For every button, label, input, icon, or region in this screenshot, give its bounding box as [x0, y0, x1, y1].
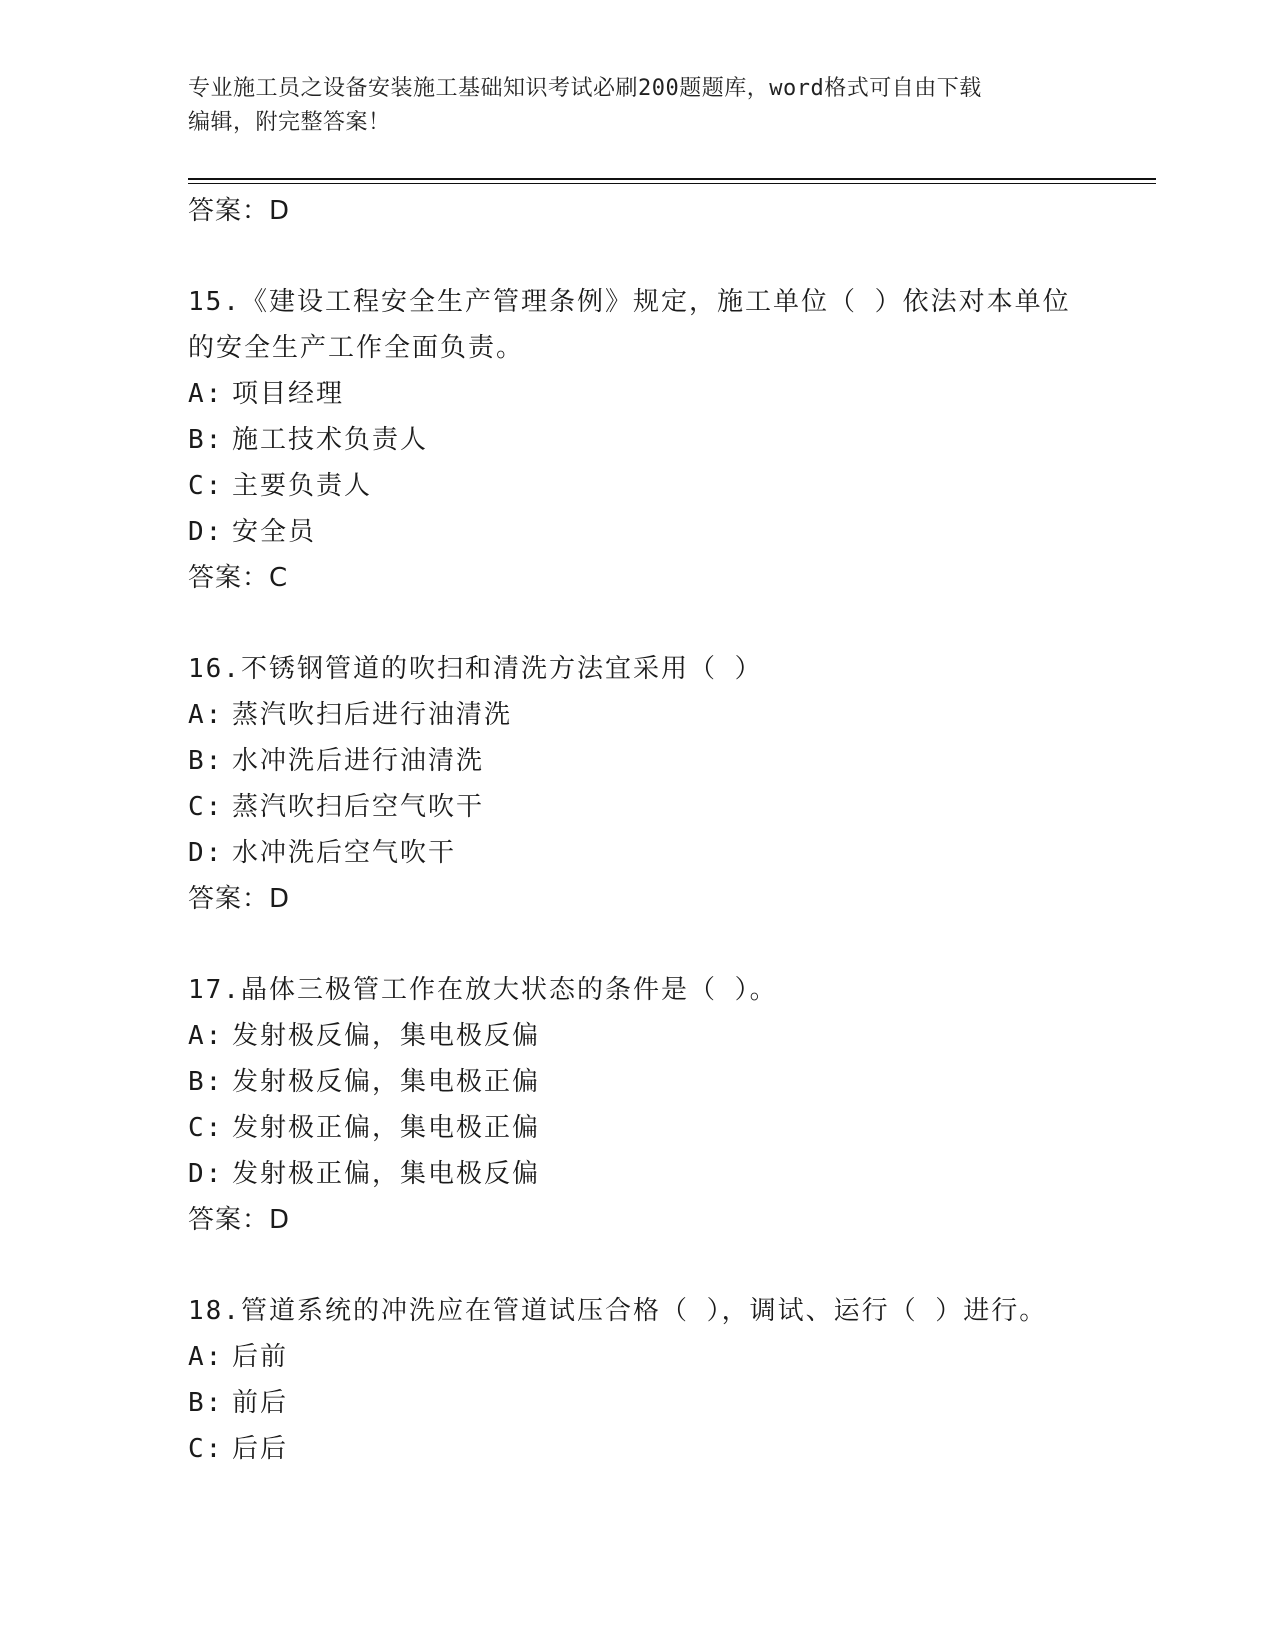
option-row	[188, 417, 1088, 463]
option-row	[188, 784, 1088, 830]
option-text: 后后	[232, 1434, 289, 1464]
document-header	[188, 72, 1088, 140]
option-text: 水冲洗后空气吹干	[232, 838, 457, 868]
option-row	[188, 692, 1088, 738]
option-row	[188, 1059, 1088, 1105]
question-4	[188, 1288, 1088, 1472]
option-letter: D:	[188, 1159, 224, 1189]
option-row	[188, 1334, 1088, 1380]
option-letter: B:	[188, 746, 224, 776]
option-letter: B:	[188, 1067, 224, 1097]
header-rule-thick	[188, 178, 1156, 180]
option-row	[188, 1151, 1088, 1197]
option-row	[188, 738, 1088, 784]
question-2	[188, 646, 1088, 922]
option-letter: C:	[188, 471, 224, 501]
option-text: 蒸汽吹扫后进行油清洗	[232, 700, 513, 730]
option-row	[188, 1426, 1088, 1472]
question-stem: 15.《建设工程安全生产管理条例》规定，施工单位（ ）依法对本单位的安全生产工作全面负责。	[188, 287, 1071, 363]
option-letter: D:	[188, 517, 224, 547]
option-row	[188, 509, 1088, 555]
previous-answer: 答案：D	[188, 196, 291, 226]
question-1	[188, 279, 1088, 601]
option-text: 发射极反偏，集电极反偏	[232, 1021, 541, 1051]
option-letter: A:	[188, 1342, 224, 1372]
option-letter: A:	[188, 1021, 224, 1051]
option-letter: C:	[188, 1434, 224, 1464]
document-body	[188, 188, 1088, 1472]
option-row	[188, 463, 1088, 509]
option-text: 项目经理	[232, 379, 345, 409]
option-letter: B:	[188, 1388, 224, 1418]
option-row	[188, 1013, 1088, 1059]
option-text: 发射极反偏，集电极正偏	[232, 1067, 541, 1097]
question-stem: 18.管道系统的冲洗应在管道试压合格（ ），调试、运行（ ）进行。	[188, 1296, 1048, 1326]
option-row	[188, 1380, 1088, 1426]
answer-line: 答案：D	[188, 884, 291, 914]
option-row	[188, 1105, 1088, 1151]
option-text: 发射极正偏，集电极正偏	[232, 1113, 541, 1143]
option-letter: C:	[188, 1113, 224, 1143]
option-text: 后前	[232, 1342, 289, 1372]
option-text: 蒸汽吹扫后空气吹干	[232, 792, 485, 822]
option-text: 前后	[232, 1388, 289, 1418]
option-text: 安全员	[232, 517, 317, 547]
question-stem: 17.晶体三极管工作在放大状态的条件是（ ）。	[188, 975, 778, 1005]
question-3	[188, 967, 1088, 1243]
option-letter: B:	[188, 425, 224, 455]
question-list	[188, 279, 1088, 1472]
answer-line: 答案：D	[188, 1205, 291, 1235]
option-row	[188, 371, 1088, 417]
answer-line: 答案：C	[188, 563, 289, 593]
question-stem: 16.不锈钢管道的吹扫和清洗方法宜采用（ ）	[188, 654, 763, 684]
option-text: 发射极正偏，集电极反偏	[232, 1159, 541, 1189]
option-text: 施工技术负责人	[232, 425, 429, 455]
option-text: 水冲洗后进行油清洗	[232, 746, 485, 776]
header-rule-thin	[188, 183, 1156, 184]
header-title-line-1: 专业施工员之设备安装施工基础知识考试必刷200题题库，word格式可自由下载	[188, 76, 982, 101]
option-row	[188, 830, 1088, 876]
option-letter: C:	[188, 792, 224, 822]
option-letter: A:	[188, 700, 224, 730]
option-letter: A:	[188, 379, 224, 409]
option-text: 主要负责人	[232, 471, 373, 501]
header-title-line-2: 编辑，附完整答案！	[188, 110, 391, 135]
option-letter: D:	[188, 838, 224, 868]
